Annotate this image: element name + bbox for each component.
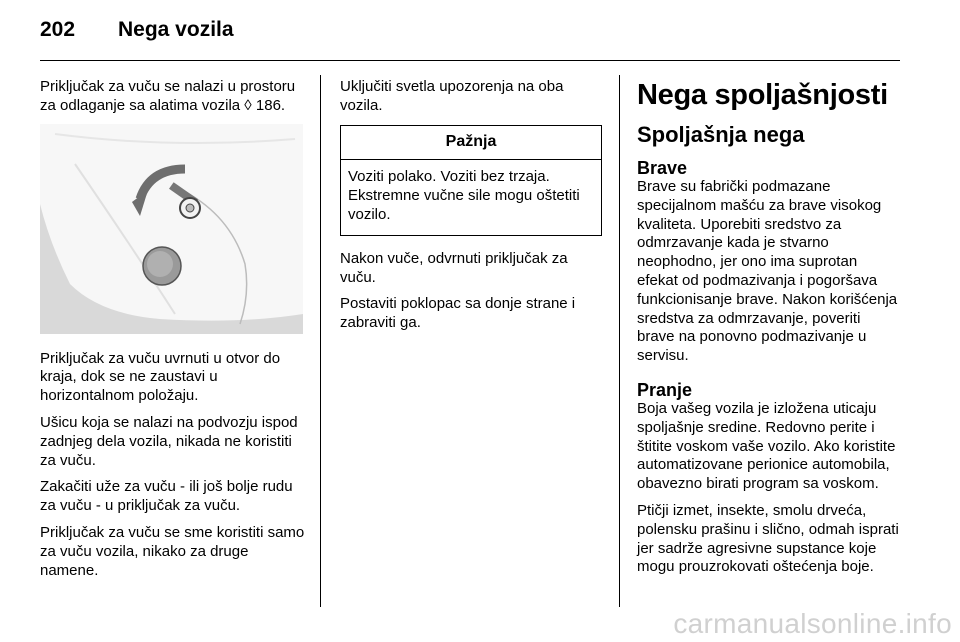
paragraph: Priključak za vuču se sme koristiti samo za vuču vozila, nikako za druge namene. — [40, 523, 305, 579]
column-left — [40, 78, 306, 588]
warning-text: Voziti polako. Voziti bez trzaja. Ekstremne vučne sile mogu oštetiti vozilo. — [348, 168, 580, 223]
paragraph: Ušicu koja se nalazi na podvozju ispod zadnjeg dela vozila, nikada ne koristiti za vuču. — [40, 413, 298, 469]
subsection-title: Spoljašnja nega — [637, 122, 805, 147]
page-ref-arrow-icon: ◊ — [244, 96, 252, 114]
warning-box — [340, 125, 602, 236]
watermark: carmanualsonline.info — [673, 608, 952, 639]
paragraph: Nakon vuče, odvrnuti priključak za vuču. — [340, 249, 568, 286]
paragraph: Zakačiti uže za vuču - ili još bolje rudu za vuču - u priključak za vuču. — [40, 478, 293, 515]
paragraph: Ptičji izmet, insekte, smolu drveća, polensku prašinu i slično, odmah isprati jer sadrže agresivne supstance koje mogu prouzrokovati oštećenja boje. — [637, 501, 899, 576]
paragraph: Boja vašeg vozila je izložena uticaju spoljašnje sredine. Redovno perite i štitite voskom vaše vozilo. Ako koristite automatizovane perionice automobila, obavezno birati program sa voskom. — [637, 399, 896, 493]
header-rule — [40, 60, 900, 61]
page-ref-link[interactable]: 186. — [255, 96, 286, 114]
warning-title: Pažnja — [341, 126, 601, 161]
page-title: Nega vozila — [118, 18, 234, 41]
paragraph-text: Priključak za vuču se nalazi u prostoru za odlaganje sa alatima vozila — [40, 78, 296, 114]
tow-eye-drawing — [40, 124, 303, 334]
paragraph: Uključiti svetla upozorenja na oba vozila. — [340, 78, 564, 114]
section-title: Nega spoljašnjosti — [637, 79, 888, 111]
paragraph: Priključak za vuču uvrnuti u otvor do kraja, dok se ne zaustavi u horizontalnom položaju. — [40, 349, 281, 405]
heading-brave: Brave — [637, 158, 688, 178]
column-middle — [340, 78, 602, 341]
heading-pranje: Pranje — [637, 379, 693, 400]
column-divider-1 — [320, 75, 321, 607]
paragraph: Brave su fabrički podmazane specijalnom mašću za brave visokog kvaliteta. Uporebiti sredstvo za odmrzavanje kada je stvarno neophodno, jer ono ima suprotan efekat od podmazivanja i pogoršava funkcionisanje brave. Nakon korišćenja sredstva za odmrzavanje, poveriti brave na ponovno podmazivanje u servisu. — [637, 178, 898, 365]
paragraph: Postaviti poklopac sa donje strane i zabraviti ga. — [340, 295, 576, 332]
column-right — [637, 78, 901, 585]
column-divider-2 — [619, 75, 620, 607]
paragraph — [40, 78, 306, 116]
page-number: 202 — [40, 18, 76, 41]
tow-eye-illustration — [40, 124, 303, 334]
